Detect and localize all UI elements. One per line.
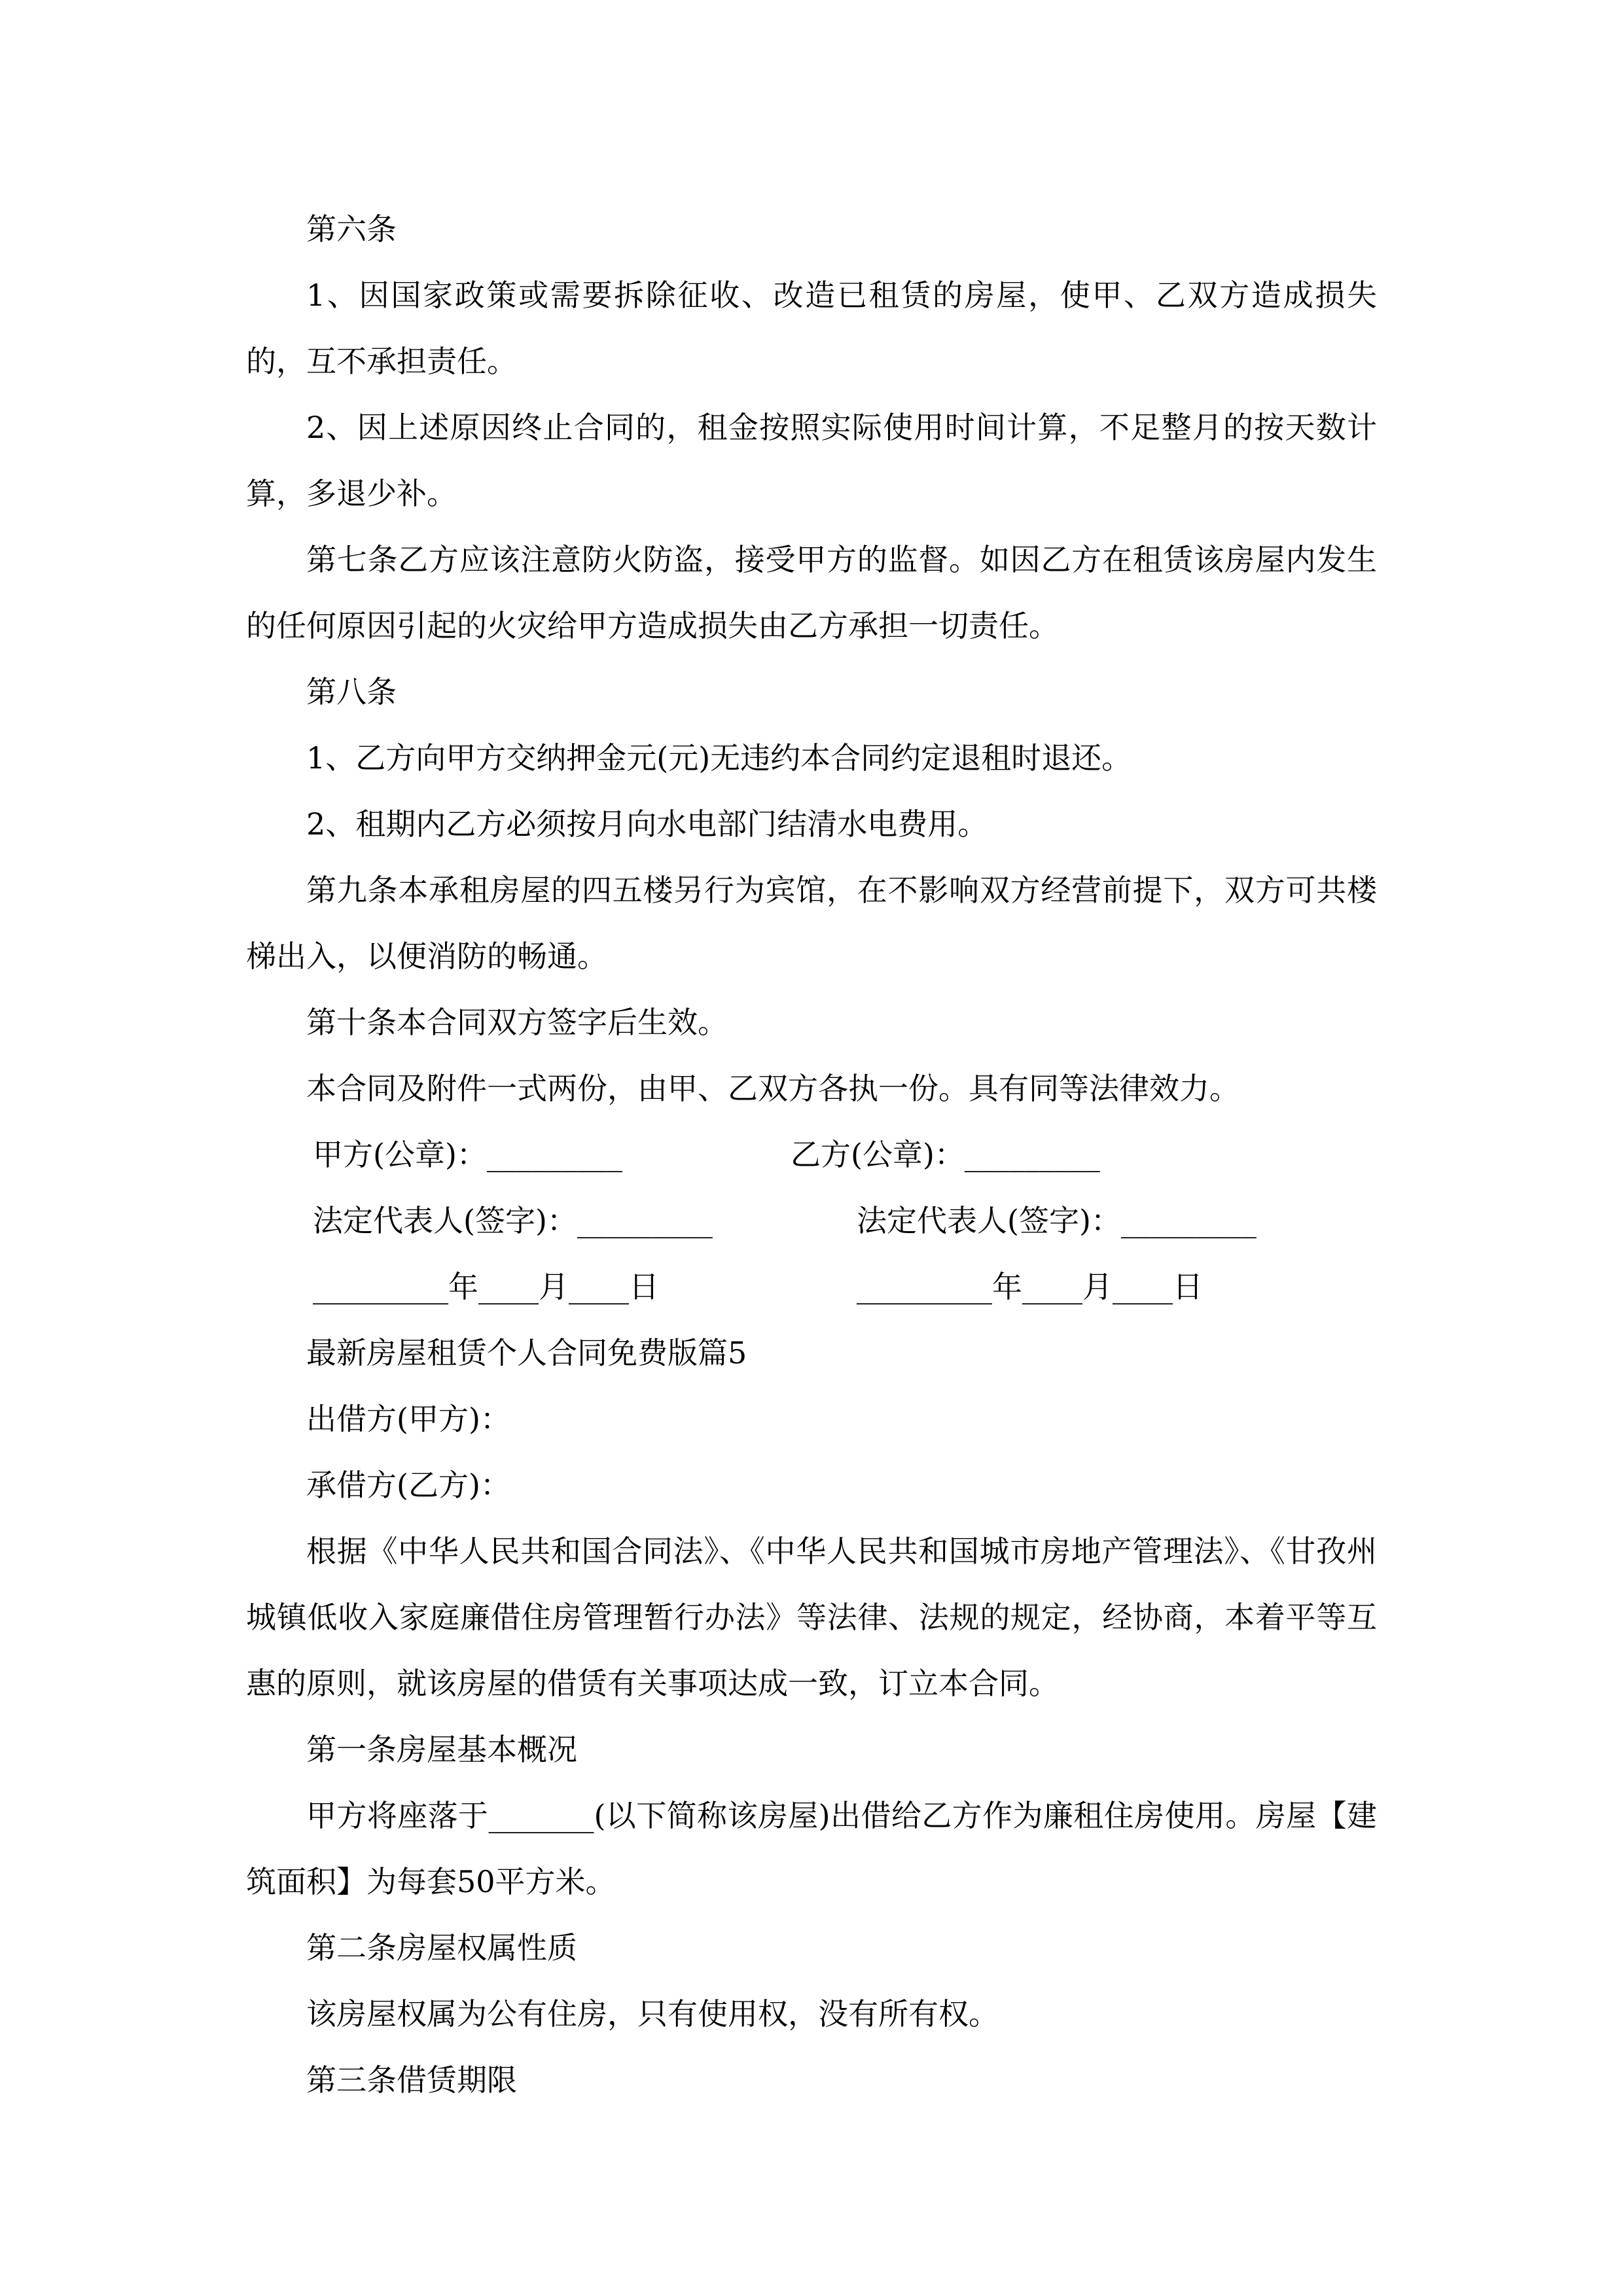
article-1-heading: 第一条房屋基本概况: [306, 1732, 577, 1767]
article-8-clause-1: 1、乙方向甲方交纳押金元(元)无违约本合同约定退租时退还。: [306, 740, 1132, 776]
article-3-heading: 第三条借赁期限: [306, 2062, 517, 2098]
borrower-line: 承借方(乙方)：: [306, 1467, 510, 1503]
legal-basis-paragraph: 根据《中华人民共和国合同法》、《中华人民共和国城市房地产管理法》、《甘孜州城镇低收入家庭廉借住房管理暂行办法》等法律、法规的规定，经协商，本着平等互惠的原则，就该房屋的借赁有关事项达成一致，订立本合同。: [246, 1534, 1377, 1701]
article-6-clause-1: 1、因国家政策或需要拆除征收、改造已租赁的房屋，使甲、乙双方造成损失的，互不承担责任。: [246, 278, 1377, 379]
article-1-body: 甲方将座落于_______(以下简称该房屋)出借给乙方作为廉租住房使用。房屋【建筑面积】为每套50平方米。: [246, 1798, 1377, 1899]
party-b-representative: 法定代表人(签字)：_________: [857, 1203, 1257, 1238]
date-row: [246, 1254, 1377, 1320]
article-2-body: 该房屋权属为公有住房，只有使用权，没有所有权。: [306, 1996, 999, 2032]
article-8-clause-2: 2、租期内乙方必须按月向水电部门结清水电费用。: [306, 806, 988, 842]
article-2-heading: 第二条房屋权属性质: [306, 1930, 577, 1965]
party-a-seal: 甲方(公章)：_________: [313, 1137, 622, 1172]
article-9: 第九条本承租房屋的四五楼另行为宾馆，在不影响双方经营前提下，双方可共楼梯出入，以便消防的畅通。: [246, 872, 1377, 974]
article-10: 第十条本合同双方签字后生效。: [306, 1005, 728, 1040]
party-a-representative: 法定代表人(签字)：_________: [313, 1203, 713, 1238]
representative-row: [246, 1188, 1377, 1254]
lender-line: 出借方(甲方)：: [306, 1401, 510, 1437]
article-8-heading: 第八条: [306, 674, 397, 709]
party-a-date: _________年____月____日: [313, 1269, 659, 1304]
seal-row: [246, 1122, 1377, 1188]
article-6-heading: 第六条: [306, 211, 397, 247]
copies-clause: 本合同及附件一式两份，由甲、乙双方各执一份。具有同等法律效力。: [306, 1071, 1240, 1106]
document-page: [246, 196, 1377, 2113]
party-b-seal: 乙方(公章)：_________: [791, 1137, 1100, 1172]
article-7: 第七条乙方应该注意防火防盗，接受甲方的监督。如因乙方在租赁该房屋内发生的任何原因引起的火灾给甲方造成损失由乙方承担一切责任。: [246, 542, 1377, 643]
party-b-date: _________年____月____日: [857, 1269, 1203, 1304]
section-5-title: 最新房屋租赁个人合同免费版篇5: [306, 1335, 747, 1371]
article-6-clause-2: 2、因上述原因终止合同的，租金按照实际使用时间计算，不足整月的按天数计算，多退少补。: [246, 410, 1377, 511]
